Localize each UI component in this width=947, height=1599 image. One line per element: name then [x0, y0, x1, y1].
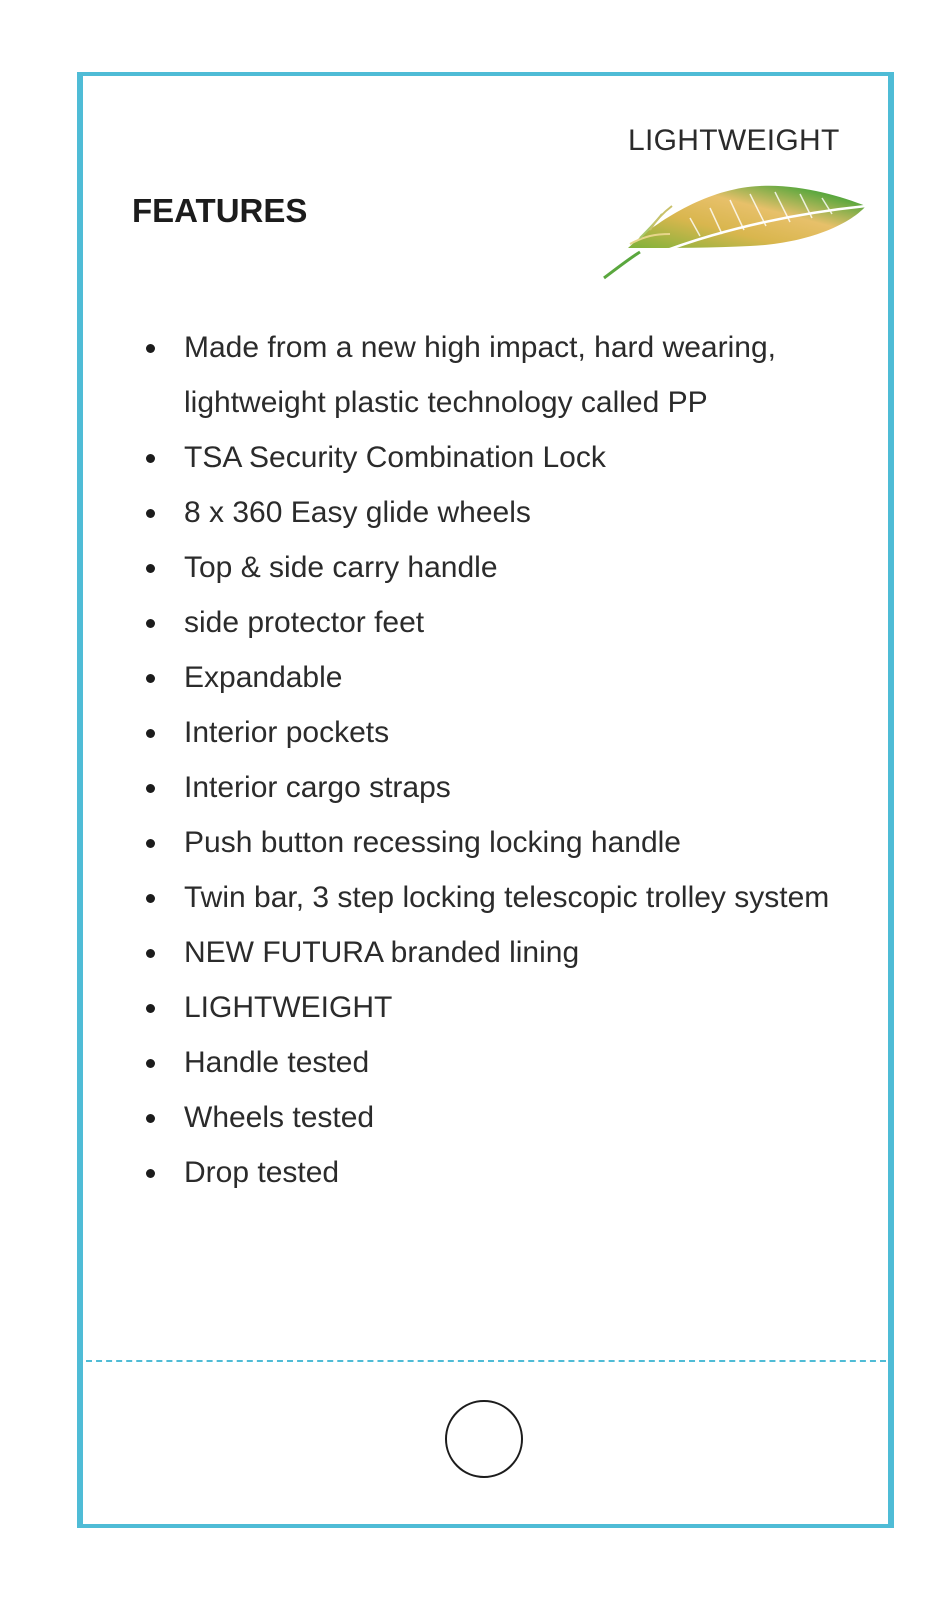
bullet-icon: [146, 1169, 155, 1178]
bullet-icon: [146, 454, 155, 463]
list-item: [134, 1035, 834, 1090]
tag-hole: [445, 1400, 523, 1478]
list-item: [134, 705, 834, 760]
list-item-text: side protector feet: [184, 606, 425, 639]
list-item: [134, 540, 834, 595]
list-item-text: Push button recessing locking handle: [184, 826, 681, 859]
list-item-text: Wheels tested: [184, 1101, 375, 1134]
list-item: [134, 870, 834, 925]
list-item: [134, 650, 834, 705]
list-item-text: Expandable: [184, 661, 343, 694]
bullet-icon: [146, 949, 155, 958]
lightweight-badge-label: LIGHTWEIGHT: [628, 124, 840, 157]
bullet-icon: [146, 509, 155, 518]
list-item: [134, 320, 834, 430]
list-item-text: Made from a new high impact, hard wearing, lightweight plastic technology called PP: [184, 331, 776, 419]
feature-list: [134, 320, 834, 1200]
bullet-icon: [146, 674, 155, 683]
list-item-text: NEW FUTURA branded lining: [184, 936, 580, 969]
bullet-icon: [146, 729, 155, 738]
bullet-icon: [146, 619, 155, 628]
list-item-text: LIGHTWEIGHT: [184, 991, 393, 1024]
feather-icon: [600, 178, 870, 282]
list-item-text: Top & side carry handle: [184, 551, 498, 584]
list-item: [134, 1090, 834, 1145]
bullet-icon: [146, 1004, 155, 1013]
bullet-icon: [146, 894, 155, 903]
list-item: [134, 430, 834, 485]
list-item: [134, 925, 834, 980]
list-item-text: TSA Security Combination Lock: [184, 441, 606, 474]
bullet-icon: [146, 1059, 155, 1068]
bullet-icon: [146, 344, 155, 353]
list-item-text: Drop tested: [184, 1156, 340, 1189]
list-item: [134, 760, 834, 815]
bullet-icon: [146, 839, 155, 848]
bullet-icon: [146, 564, 155, 573]
list-item: [134, 815, 834, 870]
bullet-icon: [146, 1114, 155, 1123]
list-item-text: Twin bar, 3 step locking telescopic trolley system: [184, 881, 830, 914]
list-item: [134, 980, 834, 1035]
list-item-text: Handle tested: [184, 1046, 370, 1079]
list-item: [134, 485, 834, 540]
features-heading: FEATURES: [132, 192, 308, 229]
list-item: [134, 595, 834, 650]
list-item-text: Interior cargo straps: [184, 771, 451, 804]
perforation-divider: [86, 1360, 886, 1362]
bullet-icon: [146, 784, 155, 793]
list-item-text: 8 x 360 Easy glide wheels: [184, 496, 531, 529]
list-item: [134, 1145, 834, 1200]
list-item-text: Interior pockets: [184, 716, 390, 749]
